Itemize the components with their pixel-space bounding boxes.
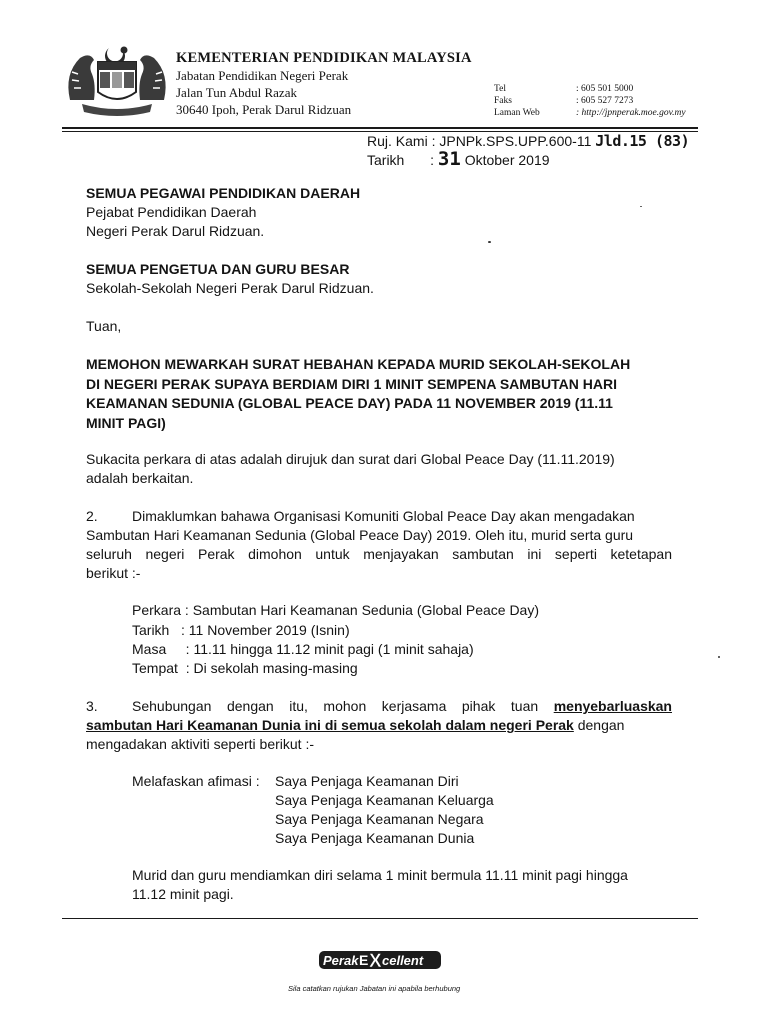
- scan-speck: [640, 206, 642, 207]
- ministry-name: KEMENTERIAN PENDIDIKAN MALAYSIA: [176, 50, 472, 66]
- contact-value-web: : http://jpnperak.moe.gov.my: [576, 108, 686, 118]
- silence-line-1: Murid dan guru mendiamkan diri selama 1 minit bermula 11.11 minit pagi hingga: [132, 867, 628, 883]
- ruj-label: Ruj. Kami: [367, 133, 428, 149]
- para2-line-3: seluruh negeri Perak dimohon untuk menjayakan sambutan ini seperti ketetapan: [86, 546, 672, 562]
- salutation: Tuan,: [86, 318, 122, 334]
- header-rule: [62, 127, 698, 129]
- contact-label-fax: Faks: [494, 96, 512, 106]
- contact-value-tel: : 605 501 5000: [576, 84, 634, 94]
- affirmation-label: Melafaskan afimasi :: [132, 773, 260, 789]
- address-line-3: 30640 Ipoh, Perak Darul Ridzuan: [176, 102, 352, 117]
- date-colon: :: [430, 152, 435, 168]
- date-label: Tarikh: [367, 152, 405, 168]
- logo-text-e: E: [359, 952, 369, 968]
- para3-line-1-emphasis: menyebarluaskan: [553, 698, 672, 714]
- para3-line-1: [132, 697, 672, 716]
- detail-perkara: Perkara : Sambutan Hari Keamanan Sedunia (Global Peace Day): [132, 602, 539, 618]
- ministry-crest: [62, 42, 172, 118]
- contact-label-web: Laman Web: [494, 108, 540, 118]
- date-day-handwritten: 31: [437, 148, 461, 170]
- para3-line-3: mengadakan aktiviti seperti berikut :-: [86, 736, 314, 752]
- affirmation-item-4: Saya Penjaga Keamanan Dunia: [275, 830, 475, 846]
- para2-number: 2.: [86, 508, 98, 524]
- subject-line-1: MEMOHON MEWARKAH SURAT HEBAHAN KEPADA MURID SEKOLAH-SEKOLAH: [86, 356, 631, 372]
- recipient-1-line-2: Negeri Perak Darul Ridzuan.: [86, 223, 265, 239]
- ruj-value: : JPNPk.SPS.UPP.600-11: [431, 133, 592, 149]
- recipient-1-title: SEMUA PEGAWAI PENDIDIKAN DAERAH: [86, 185, 361, 201]
- para3-number: 3.: [86, 698, 98, 714]
- address-line-2: Jalan Tun Abdul Razak: [176, 85, 297, 100]
- logo-text-x: X: [369, 951, 382, 972]
- para1-line-2: adalah berkaitan.: [86, 470, 194, 486]
- detail-masa: Masa : 11.11 hingga 11.12 minit pagi (1 minit sahaja): [132, 641, 474, 657]
- subject: [86, 355, 686, 433]
- recipient-2-line-1: Sekolah-Sekolah Negeri Perak Darul Ridzuan.: [86, 280, 374, 296]
- para3-line-2: [86, 716, 624, 735]
- recipient-1-line-1: Pejabat Pendidikan Daerah: [86, 204, 257, 220]
- scan-speck: [488, 241, 491, 243]
- scan-speck: [718, 656, 720, 658]
- contact-label-tel: Tel: [494, 84, 506, 94]
- para2-line-4: berikut :-: [86, 565, 141, 581]
- footer-note: Sila catatkan rujukan Jabatan ini apabila berhubung: [288, 984, 461, 993]
- affirmation-item-3: Saya Penjaga Keamanan Negara: [275, 811, 484, 827]
- address-line-1: Jabatan Pendidikan Negeri Perak: [176, 68, 349, 83]
- footer-rule: [62, 918, 698, 919]
- subject-line-4: MINIT PAGI): [86, 414, 166, 431]
- affirmation-item-2: Saya Penjaga Keamanan Keluarga: [275, 792, 494, 808]
- para2-line-1: Dimaklumkan bahawa Organisasi Komuniti Global Peace Day akan mengadakan: [132, 508, 635, 524]
- para3-line-2-emphasis: sambutan Hari Keamanan Dunia ini di semua sekolah dalam negeri Perak: [86, 717, 574, 733]
- logo-text-perak: Perak: [323, 953, 359, 968]
- ruj-handwritten: Jld.15 (83): [595, 132, 690, 150]
- detail-tarikh: Tarikh : 11 November 2019 (Isnin): [132, 622, 350, 638]
- contact-value-fax: : 605 527 7273: [576, 96, 634, 106]
- para2-line-2: Sambutan Hari Keamanan Sedunia (Global Peace Day) 2019. Oleh itu, murid serta guru: [86, 527, 634, 543]
- date-line: [367, 148, 550, 170]
- silence-line-2: 11.12 minit pagi.: [132, 886, 234, 902]
- para3-line-1-plain: Sehubungan dengan itu, mohon kerjasama pihak tuan: [132, 698, 554, 714]
- recipient-2-title: SEMUA PENGETUA DAN GURU BESAR: [86, 261, 350, 277]
- subject-line-2: DI NEGERI PERAK SUPAYA BERDIAM DIRI 1 MINIT SEMPENA SAMBUTAN HARI: [86, 375, 618, 392]
- para1-line-1: Sukacita perkara di atas adalah dirujuk dan surat dari Global Peace Day (11.11.2019): [86, 451, 615, 467]
- logo-text-cellent: cellent: [382, 953, 424, 968]
- perak-excellent-logo: [318, 948, 442, 972]
- para3-line-2-plain: dengan: [573, 717, 625, 733]
- subject-line-3: KEAMANAN SEDUNIA (GLOBAL PEACE DAY) PADA 11 NOVEMBER 2019 (11.11: [86, 395, 613, 411]
- affirmation-item-1: Saya Penjaga Keamanan Diri: [275, 773, 459, 789]
- detail-tempat: Tempat : Di sekolah masing-masing: [132, 660, 358, 676]
- date-rest: Oktober 2019: [464, 152, 550, 168]
